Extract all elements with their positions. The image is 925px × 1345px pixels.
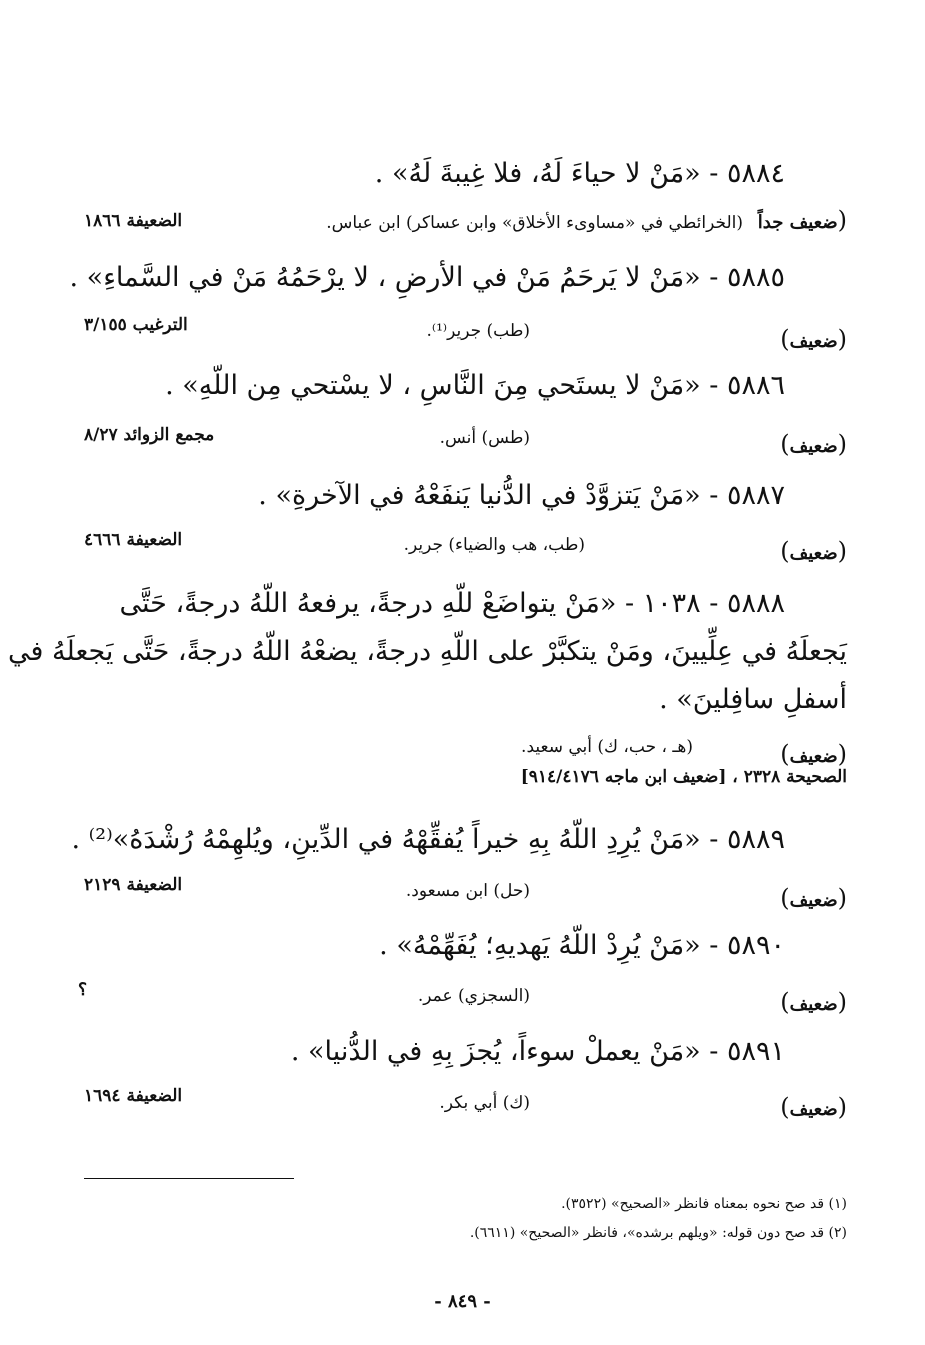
footnote: (٢) قد صح دون قوله: «ويلهم برشده»، فانظر «الصحيح» (٦٦١١). (469, 1225, 847, 1241)
hadith-line: أسفلِ سافِلينَ» . (659, 684, 847, 715)
hadith-text: ٥٨٨٤ - «مَنْ لا حياءَ لَهُ، فلا غِيبةَ لَهُ» . (374, 158, 785, 189)
source-citation: (حل) ابن مسعود. (405, 881, 530, 901)
source-citation: (السجزي) عمر. (417, 986, 530, 1006)
footnote-divider (84, 1178, 294, 1179)
grade-label: (ضعيف) (780, 537, 847, 565)
reference: الضعيفة ٤٦٦٦ (84, 530, 183, 550)
hadith-line: يَجعلَهُ في عِلِّيينَ، ومَنْ يتكبَّرْ على اللّهِ درجةً، يضعْهُ اللّهُ درجةً، حَتَّى يَجعلَهُ في (8, 636, 847, 667)
source-citation: (الخرائطي في «مساوىء الأخلاق» وابن عساكر) ابن عباس. (326, 213, 743, 233)
hadith-text: ٥٨٨٩ - «مَنْ يُرِدِ اللّهُ بِهِ خيراً يُفقِّهْهُ في الدِّينِ، ويُلهِمْهُ رُشْدَهُ»⁽²⁾ . (71, 824, 785, 855)
hadith-text: ٥٨٨٥ - «مَنْ لا يَرحَمُ مَنْ في الأرضِ ، لا يرْحَمُهُ مَنْ في السَّماءِ» . (69, 262, 785, 293)
hadith-text: ٥٨٩١ - «مَنْ يعملْ سوءاً، يُجزَ بِهِ في الدُّنيا» . (290, 1036, 785, 1067)
reference: مجمع الزوائد ٨/٢٧ (84, 425, 215, 445)
reference: الضعيفة ١٨٦٦ (84, 211, 183, 231)
footnote: (١) قد صح نحوه بمعناه فانظر «الصحيح» (٣٥٢٢). (561, 1196, 847, 1212)
reference: الضعيفة ٢١٢٩ (84, 875, 183, 895)
grade-label: (ضعيف) (780, 988, 847, 1016)
grade-label: (ضعيف) (780, 884, 847, 912)
source-citation: (هـ ، حب، ك) أبي سعيد. (521, 737, 693, 757)
reference: الضعيفة ١٦٩٤ (84, 1086, 183, 1106)
reference: ؟ (78, 980, 88, 1000)
source-citation: (ك) أبي بكر. (439, 1093, 530, 1113)
hadith-text: ٥٨٨٧ - «مَنْ يَتزوَّدْ في الدُّنيا يَنفَعْهُ في الآخرةِ» . (258, 480, 785, 511)
hadith-text: ٥٨٩٠ - «مَنْ يُرِدْ اللّهُ يَهديهِ؛ يُفَهِّمْهُ» . (379, 930, 785, 961)
grade-label: (ضعيف) (780, 740, 847, 768)
reference: الصحيحة ٢٣٢٨ ، [ضعيف ابن ماجه ٩١٤/٤١٧٦] (520, 767, 847, 787)
reference: الترغيب ٣/١٥٥ (84, 315, 188, 335)
grade-label: (ضعيف) (780, 430, 847, 458)
hadith-text: ٥٨٨٦ - «مَنْ لا يستَحي مِنَ النَّاسِ ، لا يسْتحي مِن اللّهِ» . (165, 370, 785, 401)
hadith-line: ٥٨٨٨ - ١٠٣٨ - «مَنْ يتواضَعْ للّهِ درجةً، يرفعهُ اللّهُ درجةً، حَتَّى (119, 588, 785, 619)
grade-label: (ضعيف جداً (757, 206, 847, 234)
source-citation: (طب) جرير⁽¹⁾. (426, 321, 530, 341)
source-citation: (طس) أنس. (439, 428, 530, 448)
grade-label: (ضعيف) (780, 1093, 847, 1121)
grade-label: (ضعيف) (780, 325, 847, 353)
page-number: - ٨٤٩ - (434, 1291, 491, 1312)
source-citation: (طب، هب والضياء) جرير. (403, 535, 585, 555)
